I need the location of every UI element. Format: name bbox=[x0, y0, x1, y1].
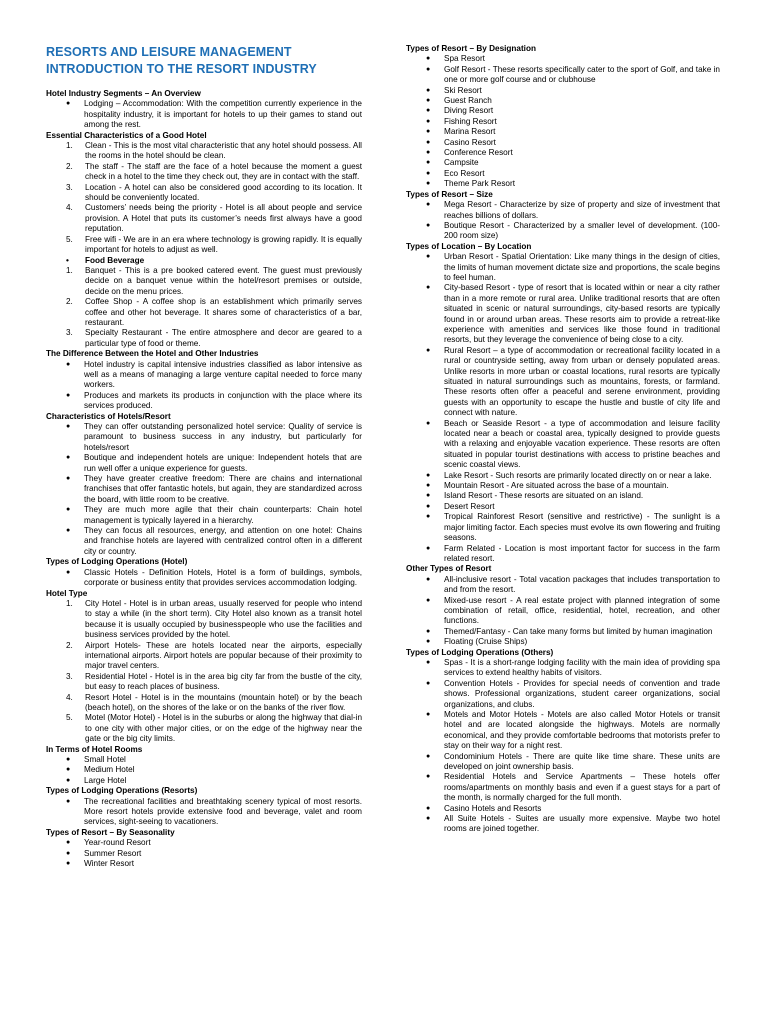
bullet-icon: ● bbox=[426, 221, 431, 229]
list-item bbox=[406, 710, 720, 752]
list-item-text: Casino Hotels and Resorts bbox=[444, 803, 542, 813]
list-item bbox=[46, 256, 362, 266]
list-item-text: Campsite bbox=[444, 158, 479, 168]
list-marker: 2. bbox=[66, 297, 73, 307]
list-item bbox=[406, 502, 720, 512]
bullet-icon: ● bbox=[426, 752, 431, 760]
list-item-text: Hotel industry is capital intensive industries classified as labor intensive as well as a means of managing a large venture capital needed to force many workers. bbox=[84, 359, 362, 390]
list-item bbox=[406, 86, 720, 96]
list-item bbox=[406, 148, 720, 158]
section-list bbox=[46, 422, 362, 557]
bullet-icon: ● bbox=[66, 527, 71, 535]
bullet-icon: ● bbox=[426, 284, 431, 292]
section-list bbox=[406, 54, 720, 189]
list-item-text: Mega Resort - Characterize by size of property and size of investment that reaches billions of dollars. bbox=[444, 200, 720, 220]
list-item bbox=[406, 679, 720, 710]
section-heading: Other Types of Resort bbox=[406, 564, 492, 574]
list-item bbox=[46, 505, 362, 526]
bullet-icon: ● bbox=[426, 65, 431, 73]
list-marker: 2. bbox=[66, 161, 73, 171]
list-item bbox=[406, 138, 720, 148]
list-item-text: Desert Resort bbox=[444, 501, 495, 511]
document-title: RESORTS AND LEISURE MANAGEMENT bbox=[46, 45, 292, 59]
list-marker: 3. bbox=[66, 182, 73, 192]
bullet-icon: ● bbox=[66, 506, 71, 514]
section-heading: Types of Resort – By Seasonality bbox=[46, 827, 175, 837]
list-item bbox=[46, 99, 362, 130]
bullet-icon: ● bbox=[426, 502, 431, 510]
bullet-icon: ● bbox=[426, 107, 431, 115]
section-heading: Types of Lodging Operations (Resorts) bbox=[46, 786, 198, 796]
list-item-text: Casino Resort bbox=[444, 137, 496, 147]
list-item-text: Condominium Hotels - There are quite like time share. These units are developed on joint ownership basis. bbox=[444, 751, 720, 772]
list-item bbox=[406, 544, 720, 565]
bullet-icon: ● bbox=[66, 360, 71, 368]
list-item bbox=[46, 141, 362, 162]
list-item-text: Floating (Cruise Ships) bbox=[444, 637, 528, 647]
list-item bbox=[406, 179, 720, 189]
section-heading: In Terms of Hotel Rooms bbox=[46, 744, 143, 754]
list-item-text: Residential Hotel - Hotel is in the area big city far from the bustle of the city, but easy to reach places of business. bbox=[85, 671, 362, 692]
list-item bbox=[406, 596, 720, 627]
bullet-icon: ● bbox=[426, 138, 431, 146]
list-item-text: They can offer outstanding personalized hotel service: Quality of service is paramount to business success in any industry, but particularly for hotels/resort bbox=[84, 422, 362, 452]
list-item-text: Guest Ranch bbox=[444, 96, 492, 106]
list-item bbox=[406, 637, 720, 647]
list-item-text: Residential Hotels and Service Apartments – These hotels offer rooms/apartments on monthly basis and even if a guest stays for a part of the month, is normally charged for the full month. bbox=[444, 772, 720, 803]
list-marker: 4. bbox=[66, 203, 73, 213]
section-heading: Essential Characteristics of a Good Hotel bbox=[46, 130, 207, 140]
right-column bbox=[406, 44, 720, 835]
list-item-text: Specialty Restaurant - The entire atmosphere and decor are geared to a particular type of food or theme. bbox=[85, 328, 362, 348]
section-list bbox=[46, 568, 362, 589]
list-item-text: Boutique Resort - Characterized by a smaller level of development. (100-200 room size) bbox=[444, 220, 720, 241]
bullet-icon: ● bbox=[426, 55, 431, 63]
section-list bbox=[46, 797, 362, 828]
list-item bbox=[46, 474, 362, 505]
list-marker: 3. bbox=[66, 328, 73, 338]
bullet-icon: ● bbox=[66, 766, 71, 774]
list-item-text: Location - A hotel can also be considered good according to its location. It should be conveniently located. bbox=[85, 182, 362, 203]
section-heading: The Difference Between the Hotel and Other Industries bbox=[46, 349, 259, 359]
list-marker: 5. bbox=[66, 713, 73, 723]
list-item-text: Winter Resort bbox=[84, 859, 135, 869]
bullet-icon: ● bbox=[426, 575, 431, 583]
bullet-icon: ● bbox=[426, 492, 431, 500]
list-item-text: Motel (Motor Hotel) - Hotel is in the suburbs or along the highway that dial-in to one city with other major cities, or on the edge of the highway near the gate or the big city limits. bbox=[85, 713, 362, 744]
list-marker: 1. bbox=[66, 141, 73, 151]
list-item bbox=[406, 346, 720, 419]
bullet-icon: ● bbox=[426, 149, 431, 157]
list-item-text: Mixed-use resort - A real estate project with planned integration of some combination of retail, office, residential, hotel, recreation, and other functions. bbox=[444, 595, 720, 626]
section-heading: Hotel Industry Segments – An Overview bbox=[46, 89, 201, 98]
list-item bbox=[406, 54, 720, 64]
section-heading: Types of Lodging Operations (Hotel) bbox=[46, 557, 188, 567]
section-list bbox=[46, 141, 362, 349]
list-item-text: Themed/Fantasy - Can take many forms but limited by human imagination bbox=[444, 626, 713, 636]
list-item bbox=[406, 512, 720, 543]
list-item bbox=[406, 419, 720, 471]
list-item bbox=[406, 481, 720, 491]
list-marker: 2. bbox=[66, 640, 73, 650]
list-item-text: All Suite Hotels - Suites are usually more expensive. Maybe two hotel rooms are joined together. bbox=[444, 814, 720, 834]
section-list bbox=[406, 252, 720, 564]
list-item-text: The recreational facilities and breathtaking scenery typical of most resorts. More resort hotels provide extensive food and beverage, valet and room services, sight-seeing to vacationers. bbox=[84, 796, 362, 827]
list-item-text: Golf Resort - These resorts specifically cater to the sport of Golf, and take in one or more golf course and or clubhouse bbox=[444, 64, 720, 85]
list-item-text: Boutique and independent hotels are unique: Independent hotels that are run well offer a unique experience for guests. bbox=[84, 453, 362, 473]
document-subtitle: INTRODUCTION TO THE RESORT INDUSTRY bbox=[46, 62, 317, 76]
list-item bbox=[46, 672, 362, 693]
section-heading: Characteristics of Hotels/Resort bbox=[46, 411, 171, 421]
bullet-icon: ● bbox=[426, 658, 431, 666]
section-list bbox=[46, 99, 362, 130]
list-item bbox=[406, 158, 720, 168]
list-item bbox=[46, 797, 362, 828]
bullet-icon: ● bbox=[426, 544, 431, 552]
bullet-icon: ● bbox=[426, 773, 431, 781]
list-item-text: Food Beverage bbox=[85, 255, 145, 265]
bullet-icon: ● bbox=[426, 201, 431, 209]
list-marker: • bbox=[66, 255, 69, 265]
bullet-icon: ● bbox=[426, 711, 431, 718]
list-item bbox=[406, 658, 720, 679]
section-list bbox=[46, 838, 362, 869]
bullet-icon: ● bbox=[66, 776, 71, 784]
list-item bbox=[46, 859, 362, 869]
list-item-text: Island Resort - These resorts are situated on an island. bbox=[444, 491, 644, 501]
list-item-text: Medium Hotel bbox=[84, 765, 135, 775]
list-item-text: Year-round Resort bbox=[84, 838, 151, 848]
list-marker: 5. bbox=[66, 234, 73, 244]
list-item-text: Lodging – Accommodation: With the competition currently experience in the hospitality industry, it is important for hotels to up their games to stand out among the rest. bbox=[84, 99, 362, 130]
list-marker: 1. bbox=[66, 265, 73, 275]
bullet-icon: ● bbox=[66, 100, 71, 108]
section-list bbox=[406, 200, 720, 242]
list-item-text: Fishing Resort bbox=[444, 116, 497, 126]
bullet-icon: ● bbox=[426, 627, 431, 635]
list-item-text: Lake Resort - Such resorts are primarily located directly on or near a lake. bbox=[444, 470, 712, 480]
bullet-icon: ● bbox=[426, 128, 431, 136]
list-item bbox=[406, 283, 720, 345]
bullet-icon: ● bbox=[426, 815, 431, 823]
list-item-text: Theme Park Resort bbox=[444, 179, 515, 189]
list-item bbox=[46, 765, 362, 775]
list-item-text: City-based Resort - type of resort that is located within or near a city rather than in a more remote or rural area. Unlike traditional resorts that are often situated in scenic or natural surroundings, city-based resorts are typically found in or around urban areas. These resorts aim to provide a retreat-like experience with amenities and services like those found in traditional resorts, but they leverage the convenience of being close to a city. bbox=[444, 283, 720, 345]
list-item bbox=[46, 328, 362, 349]
list-item-text: Urban Resort - Spatial Orientation: Like many things in the design of cities, the limits of human movement dictate size and proportions, the scale begins to feel human. bbox=[444, 252, 720, 282]
list-item bbox=[46, 838, 362, 848]
list-item bbox=[46, 391, 362, 412]
section-list bbox=[406, 575, 720, 648]
list-item bbox=[46, 162, 362, 183]
list-item bbox=[46, 849, 362, 859]
list-item-text: They have greater creative freedom: There are chains and international franchises that offer fantastic hotels, but again, they are standardized across the board, with little room to be creative. bbox=[84, 474, 362, 504]
bullet-icon: ● bbox=[66, 756, 71, 763]
list-item-text: Farm Related - Location is most important factor for success in the farm related resort. bbox=[444, 543, 720, 563]
list-item bbox=[406, 200, 720, 221]
list-item-text: Beach or Seaside Resort - a type of accommodation and leisure facility located near a beach or coastal area, typically designed to provide guests with a relaxing and enjoyable vacation experience. These resorts are often situated in popular tourist destinations with access to pristine beaches and scenic coastal views. bbox=[444, 418, 720, 470]
list-item bbox=[406, 96, 720, 106]
section-list bbox=[46, 599, 362, 745]
bullet-icon: ● bbox=[66, 860, 71, 868]
list-marker: 1. bbox=[66, 598, 73, 608]
bullet-icon: ● bbox=[66, 568, 71, 576]
list-item-text: Conference Resort bbox=[444, 148, 513, 158]
bullet-icon: ● bbox=[426, 169, 431, 177]
section-heading: Types of Resort – By Designation bbox=[406, 44, 536, 53]
list-item-text: Small Hotel bbox=[84, 755, 126, 764]
list-item-text: Produces and markets its products in conjunction with the place where its services produced. bbox=[84, 390, 362, 411]
list-item bbox=[406, 471, 720, 481]
list-item-text: Airport Hotels- These are hotels located near the airports, especially international airports. Airport hotels are popular because of their proximity to major travel centers. bbox=[85, 640, 362, 671]
list-item bbox=[46, 713, 362, 744]
list-item-text: Free wifi - We are in an era where technology is growing rapidly. It is equally important for hotels to adjust as well. bbox=[85, 234, 362, 255]
section-heading: Types of Lodging Operations (Others) bbox=[406, 647, 554, 657]
list-item-text: Classic Hotels - Definition Hotels, Hotel is a form of buildings, symbols, corporate or business entity that provides services accommodation lodging. bbox=[84, 567, 362, 588]
bullet-icon: ● bbox=[66, 839, 71, 847]
section-list bbox=[46, 360, 362, 412]
list-item-text: Resort Hotel - Hotel is in the mountains (mountain hotel) or by the beach (beach hotel), on the shores of the lake or on the banks of the river flow. bbox=[85, 692, 362, 712]
list-item-text: Eco Resort bbox=[444, 168, 485, 178]
list-item-text: Diving Resort bbox=[444, 106, 494, 116]
list-item-text: They can focus all resources, energy, and attention on one hotel: Chains and franchise hotels are layered with centralized control often in a different city or country. bbox=[84, 526, 362, 556]
list-item bbox=[406, 752, 720, 773]
list-item-text: Customers’ needs being the priority - Hotel is all about people and service provision. A Hotel that puts its customer’s needs first always have a good reputation. bbox=[85, 203, 362, 234]
list-item bbox=[406, 772, 720, 803]
bullet-icon: ● bbox=[426, 86, 431, 94]
bullet-icon: ● bbox=[66, 454, 71, 462]
list-item bbox=[46, 235, 362, 256]
list-item bbox=[46, 526, 362, 557]
list-item bbox=[46, 266, 362, 297]
list-item bbox=[406, 117, 720, 127]
bullet-icon: ● bbox=[426, 117, 431, 125]
list-item bbox=[46, 203, 362, 234]
list-item bbox=[46, 297, 362, 328]
list-item bbox=[406, 804, 720, 814]
list-item-text: Ski Resort bbox=[444, 85, 482, 95]
left-column bbox=[46, 44, 362, 869]
list-item bbox=[406, 627, 720, 637]
list-item-text: Marina Resort bbox=[444, 127, 496, 137]
list-item bbox=[46, 599, 362, 641]
bullet-icon: ● bbox=[426, 253, 431, 261]
list-item-text: Summer Resort bbox=[84, 848, 142, 858]
list-item-text: Banquet - This is a pre booked catered event. The guest must previously decide on a banquet venue within the hotel/resort premises or outside, decide on the menu prices. bbox=[85, 265, 362, 296]
list-item bbox=[46, 360, 362, 391]
list-item bbox=[406, 252, 720, 283]
bullet-icon: ● bbox=[426, 159, 431, 167]
bullet-icon: ● bbox=[426, 346, 431, 354]
list-item bbox=[406, 491, 720, 501]
list-item-text: All-inclusive resort - Total vacation packages that includes transportation to and from the resort. bbox=[444, 574, 720, 595]
left-sections bbox=[46, 89, 362, 869]
list-item-text: Tropical Rainforest Resort (sensitive and restrictive) - The sunlight is a major limiting factor. Each species must evolve its own flowering and fruiting seasons. bbox=[444, 512, 720, 543]
list-item-text: Coffee Shop - A coffee shop is an establishment which primarily serves coffee and other hot beverage. It shares some of characteristics of a bar, restaurant. bbox=[85, 297, 362, 327]
bullet-icon: ● bbox=[66, 391, 71, 399]
bullet-icon: ● bbox=[66, 849, 71, 857]
list-marker: 4. bbox=[66, 692, 73, 702]
section-heading: Hotel Type bbox=[46, 588, 88, 598]
list-item bbox=[46, 641, 362, 672]
list-item-text: Spas - It is a short-range lodging facility with the main idea of providing spa services to extend healthy habits of visitors. bbox=[444, 657, 720, 678]
list-item bbox=[46, 568, 362, 589]
bullet-icon: ● bbox=[66, 797, 71, 805]
list-item bbox=[46, 422, 362, 453]
section-list bbox=[406, 658, 720, 835]
list-item-text: They are much more agile that their chain counterparts: Chain hotel management is typically layered in a hierarchy. bbox=[84, 505, 362, 525]
list-item-text: Clean - This is the most vital characteristic that any hotel should possess. All the rooms in the hotel should be clean. bbox=[85, 141, 362, 161]
title-block bbox=[46, 44, 362, 78]
list-item bbox=[46, 693, 362, 714]
list-item-text: Motels and Motor Hotels - Motels are also called Motor Hotels or transit hotel and are located alongside the highways. Motels are normally economical, and they provide comfortable bedrooms that motorists prefer to stay on their way for a night rest. bbox=[444, 710, 720, 751]
section-list bbox=[46, 755, 362, 786]
bullet-icon: ● bbox=[426, 419, 431, 427]
list-item bbox=[46, 453, 362, 474]
list-item bbox=[406, 127, 720, 137]
list-item bbox=[406, 221, 720, 242]
list-item-text: City Hotel - Hotel is in urban areas, usually reserved for people who intend to stay a while (in the short term). City Hotel also known as a transit hotel because it is usually occupied by businesspeople who use the facilities and business services provided by the hotel. bbox=[85, 598, 362, 640]
list-item bbox=[46, 183, 362, 204]
bullet-icon: ● bbox=[426, 471, 431, 479]
list-item bbox=[406, 814, 720, 835]
bullet-icon: ● bbox=[426, 638, 431, 646]
list-item-text: Large Hotel bbox=[84, 775, 127, 785]
list-item-text: Mountain Resort - Are situated across the base of a mountain. bbox=[444, 481, 669, 491]
bullet-icon: ● bbox=[426, 679, 431, 687]
bullet-icon: ● bbox=[426, 596, 431, 604]
bullet-icon: ● bbox=[426, 513, 431, 521]
bullet-icon: ● bbox=[426, 804, 431, 812]
list-item-text: Convention Hotels - Provides for special needs of convention and trade shows. Professional organizations, student career organizations, social organizations, and clubs. bbox=[444, 678, 720, 709]
list-item-text: Spa Resort bbox=[444, 54, 485, 64]
list-item bbox=[46, 755, 362, 765]
right-sections bbox=[406, 44, 720, 835]
list-item-text: Rural Resort – a type of accommodation or recreational facility located in a rural or countryside setting, away from urban or densely populated areas. Unlike resorts in more urban or coastal locations, rural resorts are typically situated in natural surroundings such as mountains, forests, or farmland. These resorts often offer a peaceful and serene environment, providing guests with an opportunity to escape the hustle and bustle of city life and connect with nature. bbox=[444, 345, 720, 418]
bullet-icon: ● bbox=[426, 97, 431, 105]
list-marker: 3. bbox=[66, 671, 73, 681]
section-heading: Types of Resort – Size bbox=[406, 189, 493, 199]
section-heading: Types of Location – By Location bbox=[406, 241, 532, 251]
list-item bbox=[406, 65, 720, 86]
list-item bbox=[406, 106, 720, 116]
list-item bbox=[406, 169, 720, 179]
bullet-icon: ● bbox=[66, 423, 71, 430]
bullet-icon: ● bbox=[426, 482, 431, 490]
list-item bbox=[46, 776, 362, 786]
bullet-icon: ● bbox=[66, 475, 71, 483]
list-item bbox=[406, 575, 720, 596]
list-item-text: The staff - The staff are the face of a hotel because the moment a guest check in a hotel to the time they check out, they are in contact with the staff. bbox=[85, 161, 362, 182]
bullet-icon: ● bbox=[426, 180, 431, 188]
